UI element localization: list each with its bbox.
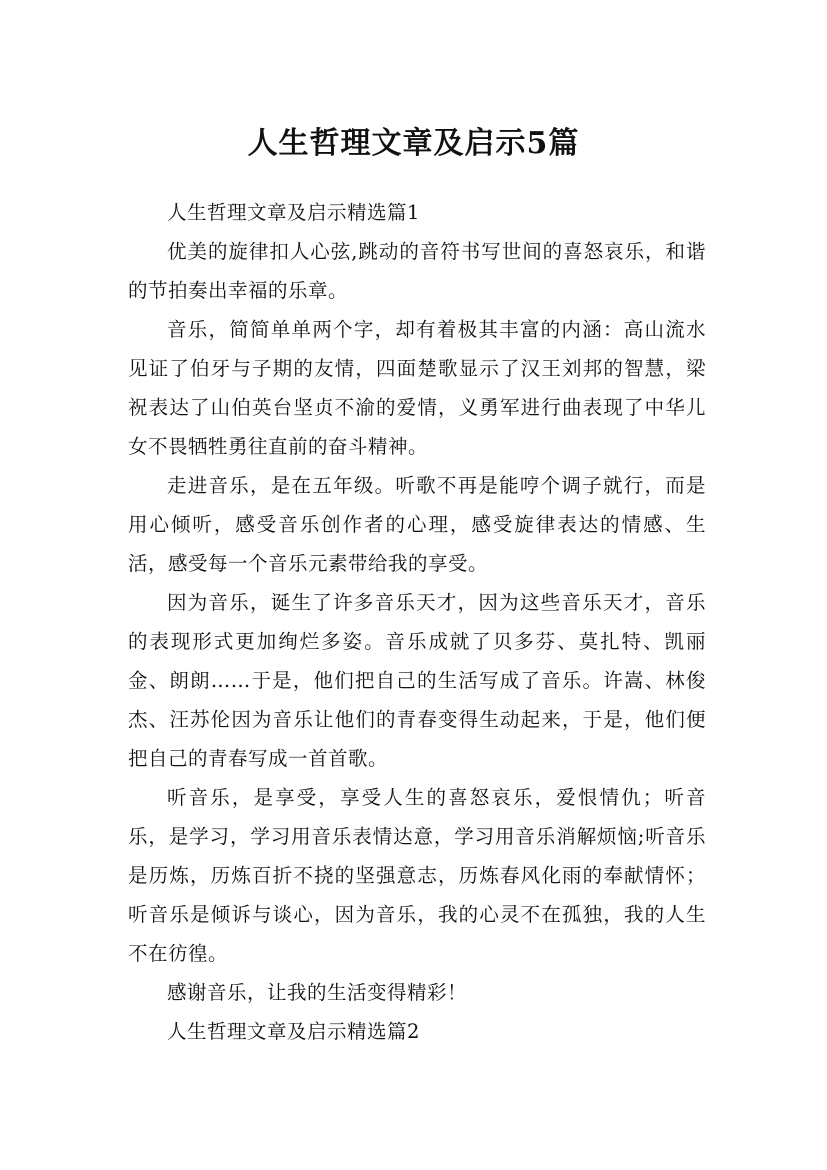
paragraph: 因为音乐，诞生了许多音乐天才，因为这些音乐天才，音乐的表现形式更加绚烂多姿。音乐成就了贝多芬、莫扎特、凯丽金、朗朗……于是，他们把自己的生活写成了音乐。许嵩、林俊杰、汪苏伦因为音乐让他们的青春变得生动起来，于是，他们便把自己的青春写成一首首歌。 — [128, 591, 706, 770]
section-heading-1: 人生哲理文章及启示精选篇1 — [167, 201, 420, 224]
paragraph: 音乐，简简单单两个字，却有着极其丰富的内涵：高山流水见证了伯牙与子期的友情，四面楚歌显示了汉王刘邦的智慧，梁祝表达了山伯英台坚贞不渝的爱情，义勇军进行曲表现了中华儿女不畏牺牲勇往直前的奋斗精神。 — [128, 318, 706, 458]
paragraph: 优美的旋律扣人心弦,跳动的音符书写世间的喜怒哀乐，和谐的节拍奏出幸福的乐章。 — [128, 240, 706, 302]
paragraph: 听音乐，是享受，享受人生的喜怒哀乐，爱恨情仇；听音乐，是学习，学习用音乐表情达意，学习用音乐消解烦恼;听音乐是历炼，历炼百折不挠的坚强意志，历炼春风化雨的奉献情怀；听音乐是倾诉与谈心，因为音乐，我的心灵不在孤独，我的人生不在彷徨。 — [128, 786, 706, 965]
paragraph: 走进音乐，是在五年级。听歌不再是能哼个调子就行，而是用心倾听，感受音乐创作者的心理，感受旋律表达的情感、生活，感受每一个音乐元素带给我的享受。 — [128, 474, 706, 575]
document-body — [128, 193, 706, 1051]
paragraph: 感谢音乐，让我的生活变得精彩！ — [167, 981, 468, 1004]
document-title: 人生哲理文章及启示5篇 — [247, 126, 580, 162]
section-heading-2: 人生哲理文章及启示精选篇2 — [167, 1020, 420, 1043]
